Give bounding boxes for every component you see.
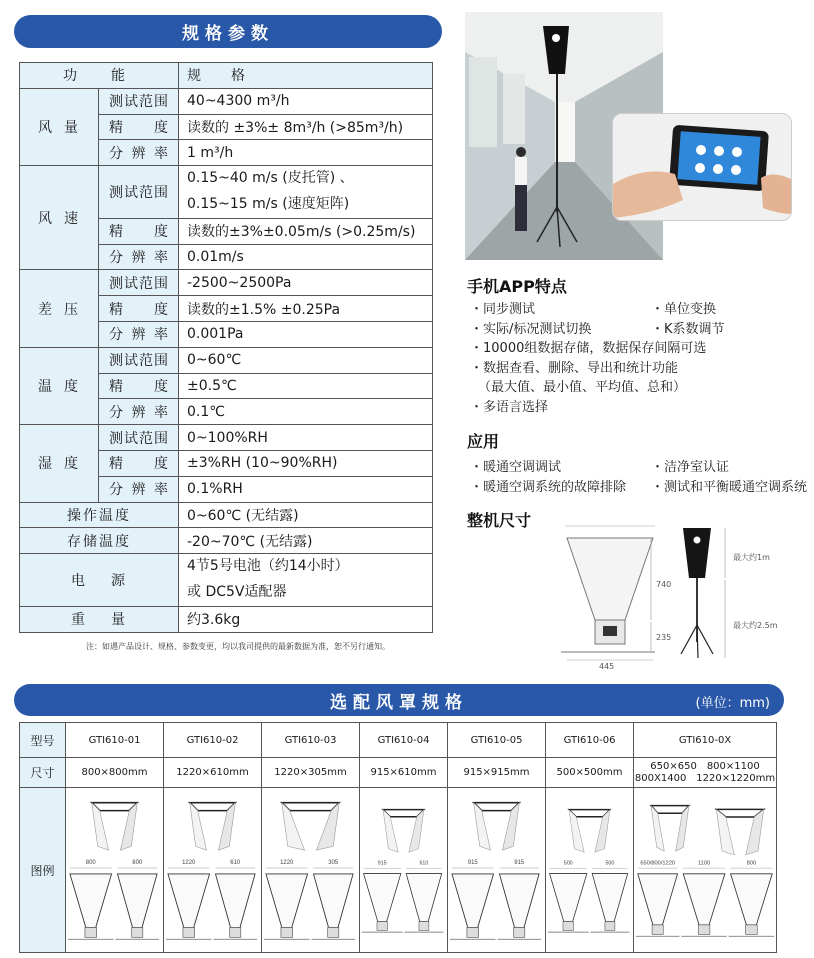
hood-panel [316,803,339,851]
hood-base [377,921,387,930]
hood-base [230,927,241,937]
hood-figure [546,788,634,953]
hood-figure-illustration [634,788,776,952]
spec-category: 风速 [20,166,99,270]
hood-panel [383,810,398,853]
spec-sub-label: 精度 [99,373,179,399]
spec-category: 湿度 [20,425,99,502]
spec-row [20,270,433,296]
spec-category: 风量 [20,88,99,165]
hood-panel [190,803,207,851]
spec-value-line: 或 DC5V适配器 [187,583,287,600]
hood-unit-label: (单位：mm) [695,696,770,711]
dim-height-base: 235 [656,633,672,642]
hood-panel [92,803,109,851]
size-title: 整机尺寸 [467,511,532,530]
hood-side-outline [406,874,442,922]
spec-value-line: 0.15~40 m/s (皮托管) 、 [187,170,354,187]
hood-side-outline [313,874,353,927]
hood-row-label: 型号 [20,723,66,758]
hood-dimension-label: 800 [746,860,757,867]
spec-value: 读数的±3%±0.05m/s (>0.25m/s) [179,218,433,244]
dim-width: 445 [599,662,615,671]
hood-model: GTI610-01 [66,723,164,758]
spec-value: 0~100%RH [179,425,433,451]
hood-size-row [20,758,777,788]
hood-base [652,925,663,934]
hood-model: GTI610-04 [360,723,448,758]
spec-sub-label: 精度 [99,296,179,322]
hood-side-outline [266,874,308,927]
hood-size: 1220×610mm [164,758,262,788]
hood-model-row [20,723,777,758]
application-item: ・暖通空调调试 [470,460,562,475]
spec-header-spec: 规 格 [179,63,433,89]
hood-base [281,927,293,937]
hood-dimension-label: 500 [563,860,573,867]
hood-base [698,925,710,934]
spec-value: 40~4300 m³/h [179,88,433,114]
hood-size-multi [634,758,777,788]
spec-sub-label: 分辨率 [99,140,179,166]
hood-side-outline [499,874,539,927]
hood-side-outline [215,874,255,927]
hood-base [563,921,573,930]
spec-sub-label: 分辨率 [99,244,179,270]
spec-op-temp-label: 操作温度 [20,502,179,528]
spec-sub-label: 分辨率 [99,476,179,502]
application-title: 应用 [467,432,500,451]
app-feature-item: ・K系数调节 [651,322,725,337]
spec-row [20,528,433,554]
application-item: ・测试和平衡暖通空调系统 [651,480,808,495]
hood-side-outline [550,874,587,922]
hood-side-outline [364,874,401,922]
spec-sub-label: 测试范围 [99,425,179,451]
spec-value-multi [179,166,433,219]
spec-value: 读数的 ±3%± 8m³/h (>85m³/h) [179,114,433,140]
spec-value-line: 4节5号电池（约14小时） [187,558,349,575]
spec-power-value [179,554,433,607]
hood-figure-illustration [360,788,447,952]
hood-dimension-label: 1100 [697,860,711,867]
hood-size-line: 800X1400 1220×1220mm [634,772,776,784]
hood-base [132,927,143,937]
spec-row [20,166,433,219]
hood-dimension-label: 915 [467,860,478,867]
hood-side-outline [117,874,157,927]
spec-row [20,606,433,632]
app-inset-photo [612,113,792,221]
spec-sub-label: 分辨率 [99,321,179,347]
hood-banner-title: 选配风罩规格 [330,692,468,713]
hood-size: 1220×305mm [262,758,360,788]
hood-size: 500×500mm [546,758,634,788]
hood-figure-illustration [448,788,545,952]
dim-height-hood: 740 [656,580,672,589]
hood-dimension-label: 305 [328,860,339,867]
app-feature-item: ・10000组数据存储，数据保存间隔可选 [470,341,707,356]
hood-panel [595,810,610,853]
hood-side-outline [70,874,112,927]
spec-value: 0.01m/s [179,244,433,270]
hood-row-label: 图例 [20,788,66,953]
hood-rim [282,803,339,811]
hood-banner [14,684,784,716]
hood-panel [569,810,584,853]
hood-dimension-label: 800 [132,860,143,867]
hood-base [85,927,97,937]
spec-sub-label: 分辨率 [99,399,179,425]
hood-size: 800×800mm [66,758,164,788]
spec-value: ±3%RH (10~90%RH) [179,450,433,476]
hood-size: 915×915mm [448,758,546,788]
app-feature-item: ・多语言选择 [470,400,549,415]
dim-max-2: 最大约2.5m [733,621,778,630]
hood-dimension-label: 915 [377,860,387,867]
spec-value: 0~60℃ [179,347,433,373]
hood-side-outline [452,874,494,927]
spec-sub-label: 精度 [99,450,179,476]
hood-figure-illustration [546,788,633,952]
spec-op-temp-value: 0~60℃ (无结露) [179,502,433,528]
spec-header-func: 功 能 [20,63,179,89]
app-feature-item: ・数据查看、删除、导出和统计功能 [470,361,679,376]
hood-base [419,921,429,930]
hood-panel [120,803,137,851]
hood-panel [409,810,424,853]
hood-figure [164,788,262,953]
hood-base [514,927,525,937]
spec-value: 读数的±1.5% ±0.25Pa [179,296,433,322]
hood-base [605,921,615,930]
hood-table [19,722,777,953]
hood-size: 915×610mm [360,758,448,788]
hood-side-outline [168,874,210,927]
spec-row [20,347,433,373]
app-feature-item: ・单位变换 [651,302,717,317]
hood-base [183,927,195,937]
spec-store-temp-label: 存储温度 [20,528,179,554]
hood-dimension-label: 1220 [182,860,196,867]
spec-note: 注：如遇产品设计、规格、参数变更，均以我司提供的最新数据为准，恕不另行通知。 [86,642,390,651]
hood-figure [360,788,448,953]
app-feature-item: ・同步测试 [470,302,536,317]
hood-dimension-label: 500 [605,860,615,867]
spec-row [20,425,433,451]
hood-dimension-label: 650/800/1220 [640,860,676,867]
hood-side-outline [638,874,678,925]
hood-dimension-label: 915 [514,860,525,867]
spec-power-label: 电源 [20,554,179,607]
spec-weight-value: 约3.6kg [179,606,433,632]
spec-value: 1 m³/h [179,140,433,166]
dim-max-1: 最大约1m [733,553,770,562]
hood-dimension-label: 1220 [280,860,294,867]
spec-table [19,62,433,633]
app-feature-item: （最大值、最小值、平均值、总和） [478,380,687,395]
hood-side-outline [592,874,628,922]
spec-value: ±0.5℃ [179,373,433,399]
hood-figure-illustration [164,788,261,952]
spec-value: 0.1%RH [179,476,433,502]
hood-panel [502,803,519,851]
hood-figure [634,788,777,953]
hood-side-outline [683,874,725,925]
spec-category: 温度 [20,347,99,424]
size-diagram [555,520,795,672]
spec-sub-label: 精度 [99,114,179,140]
spec-header-row [20,63,433,89]
hood-panel [282,803,305,851]
hood-figure [262,788,360,953]
hood-dimension-label: 800 [85,860,96,867]
hood-model: GTI610-05 [448,723,546,758]
hood-figure-row [20,788,777,953]
hood-panel [218,803,235,851]
spec-sub-label: 测试范围 [99,166,179,219]
hood-figure-illustration [262,788,359,952]
app-feature-item: ・实际/标况测试切换 [470,322,592,337]
hood-figure-illustration [66,788,163,952]
spec-row [20,502,433,528]
hood-model: GTI610-03 [262,723,360,758]
hood-model: GTI610-0X [634,723,777,758]
tablet-illustration [613,114,792,221]
application-item: ・洁净室认证 [651,460,730,475]
hood-dimension-label: 610 [230,860,241,867]
spec-banner [14,15,442,48]
hood-size-line: 650×650 800×1100 [650,760,760,772]
hood-figure [448,788,546,953]
hood-model: GTI610-06 [546,723,634,758]
spec-value: 0.1℃ [179,399,433,425]
hood-side-outline [731,874,773,925]
spec-weight-label: 重量 [20,606,179,632]
spec-sub-label: 精度 [99,218,179,244]
application-item: ・暖通空调系统的故障排除 [470,480,627,495]
hood-figure [66,788,164,953]
hood-panel [474,803,491,851]
hood-model: GTI610-02 [164,723,262,758]
hood-row-label: 尺寸 [20,758,66,788]
spec-store-temp-value: -20~70℃ (无结露) [179,528,433,554]
hood-dimension-label: 610 [419,860,429,867]
spec-row [20,88,433,114]
spec-value-line: 0.15~15 m/s (速度矩阵) [187,195,350,212]
hood-base [746,925,758,934]
spec-sub-label: 测试范围 [99,88,179,114]
spec-category: 差压 [20,270,99,347]
spec-sub-label: 测试范围 [99,347,179,373]
spec-sub-label: 测试范围 [99,270,179,296]
spec-value: -2500~2500Pa [179,270,433,296]
spec-value: 0.001Pa [179,321,433,347]
app-features-title: 手机APP特点 [467,277,567,296]
spec-row [20,554,433,607]
hood-base [328,927,339,937]
hood-base [467,927,479,937]
spec-banner-title: 规格参数 [182,24,274,44]
